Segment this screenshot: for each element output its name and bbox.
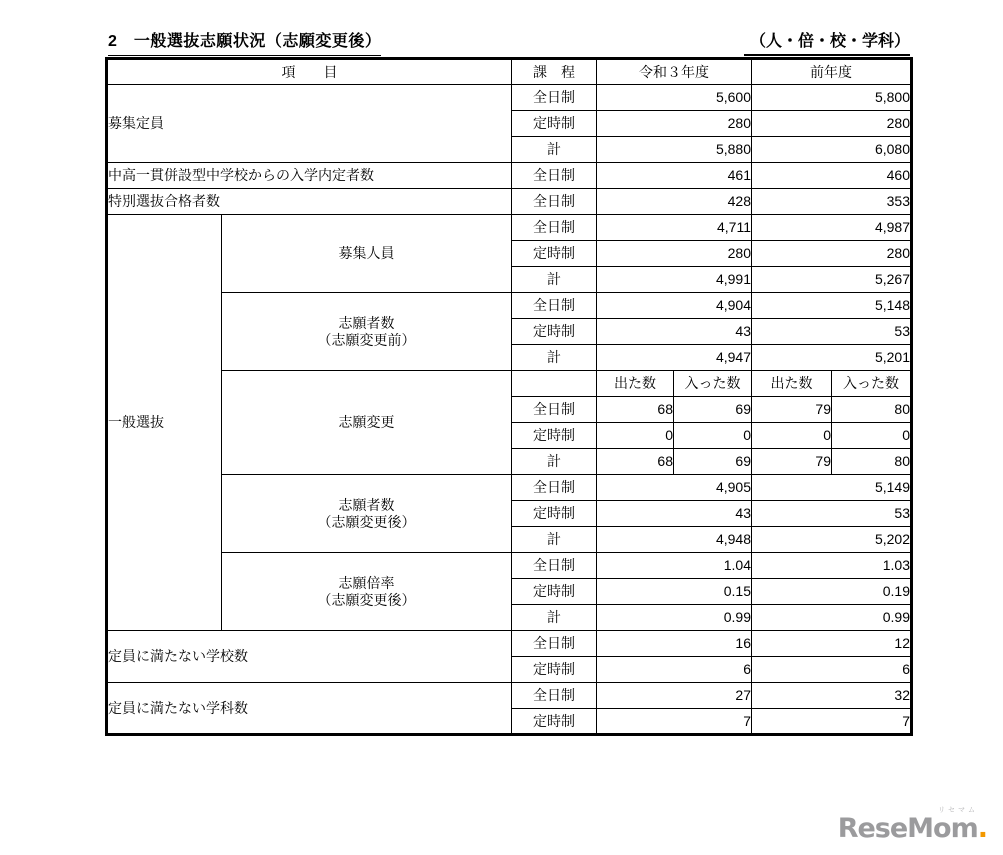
table-row: [107, 293, 912, 319]
change-header-out-previous: 出た数: [752, 371, 832, 397]
change-header-in-current: 入った数: [674, 371, 752, 397]
course-cell: 計: [512, 605, 597, 631]
course-cell: 定時制: [512, 241, 597, 267]
value-current: 6: [597, 657, 752, 683]
value-current: 461: [597, 163, 752, 189]
value-previous: 5,149: [752, 475, 912, 501]
group-label-recruitment-capacity: 募集定員: [107, 85, 512, 163]
header-previous-year: 前年度: [752, 59, 912, 85]
course-cell: 計: [512, 527, 597, 553]
value-current: 0.15: [597, 579, 752, 605]
value-current: 280: [597, 241, 752, 267]
change-header-in-previous: 入った数: [832, 371, 912, 397]
course-cell: 全日制: [512, 189, 597, 215]
value-current: 0.99: [597, 605, 752, 631]
value-current: 4,905: [597, 475, 752, 501]
value-current: 4,948: [597, 527, 752, 553]
value-current-out: 68: [597, 449, 674, 475]
value-current: 1.04: [597, 553, 752, 579]
subgroup-label-recruitment-numbers: 募集人員: [222, 215, 512, 293]
change-header-out-current: 出た数: [597, 371, 674, 397]
table-row: [107, 553, 912, 579]
value-current: 7: [597, 709, 752, 735]
value-current: 428: [597, 189, 752, 215]
subgroup-label-applicants-before-change: [222, 293, 512, 371]
value-previous-out: 79: [752, 449, 832, 475]
subgroup-label-line2: （志願変更前）: [317, 331, 416, 348]
course-cell: 全日制: [512, 553, 597, 579]
course-cell: 全日制: [512, 397, 597, 423]
course-cell: 計: [512, 267, 597, 293]
subgroup-label-line1: 志願者数: [338, 314, 395, 331]
value-current: 16: [597, 631, 752, 657]
subgroup-label-applicants-after-change: [222, 475, 512, 553]
value-previous: 5,148: [752, 293, 912, 319]
value-previous: 5,202: [752, 527, 912, 553]
application-status-table: [105, 57, 913, 736]
value-previous: 32: [752, 683, 912, 709]
subgroup-label-line2: （志願変更後）: [317, 591, 416, 608]
group-label-schools-under-capacity: 定員に満たない学校数: [107, 631, 512, 683]
course-cell: 定時制: [512, 709, 597, 735]
course-cell: 定時制: [512, 319, 597, 345]
header-current-year: 令和３年度: [597, 59, 752, 85]
resemom-logo-ruby: リセマム: [938, 807, 978, 814]
value-previous: 53: [752, 319, 912, 345]
value-previous-out: 79: [752, 397, 832, 423]
value-previous: 1.03: [752, 553, 912, 579]
course-cell: 計: [512, 345, 597, 371]
value-current: 4,991: [597, 267, 752, 293]
course-cell: 計: [512, 449, 597, 475]
course-cell: 全日制: [512, 631, 597, 657]
value-previous: 5,267: [752, 267, 912, 293]
group-label-affiliated-jhs-admissions: 中高一貫併設型中学校からの入学内定者数: [107, 163, 512, 189]
header-item: 項 目: [107, 59, 512, 85]
unit-note: （人・倍・校・学科）: [744, 28, 910, 56]
table-row: [107, 631, 912, 657]
table-header-row: [107, 59, 912, 85]
course-cell: 計: [512, 137, 597, 163]
subgroup-label-application-change: 志願変更: [222, 371, 512, 475]
group-label-departments-under-capacity: 定員に満たない学科数: [107, 683, 512, 735]
value-previous: 460: [752, 163, 912, 189]
course-cell: 定時制: [512, 111, 597, 137]
page-title: 2 一般選抜志願状況（志願変更後）: [108, 28, 381, 56]
value-current: 43: [597, 501, 752, 527]
course-cell: 全日制: [512, 85, 597, 111]
value-previous: 5,201: [752, 345, 912, 371]
value-previous: 4,987: [752, 215, 912, 241]
table-row: [107, 163, 912, 189]
value-previous: 353: [752, 189, 912, 215]
value-previous: 0.19: [752, 579, 912, 605]
course-cell: 全日制: [512, 163, 597, 189]
resemom-logo: [838, 807, 988, 842]
value-current: 280: [597, 111, 752, 137]
resemom-logo-dot: .: [977, 813, 988, 844]
subgroup-label-application-ratio: [222, 553, 512, 631]
value-current: 27: [597, 683, 752, 709]
course-cell-empty: [512, 371, 597, 397]
value-previous: 280: [752, 241, 912, 267]
value-previous: 6: [752, 657, 912, 683]
course-cell: 全日制: [512, 293, 597, 319]
value-current: 5,880: [597, 137, 752, 163]
value-previous-in: 80: [832, 397, 912, 423]
value-current: 43: [597, 319, 752, 345]
table-row: [107, 85, 912, 111]
resemom-logo-text: ReseMom: [837, 813, 978, 844]
course-cell: 全日制: [512, 215, 597, 241]
value-previous: 0.99: [752, 605, 912, 631]
course-cell: 全日制: [512, 683, 597, 709]
table-row: [107, 189, 912, 215]
course-cell: 全日制: [512, 475, 597, 501]
value-current: 4,711: [597, 215, 752, 241]
course-cell: 定時制: [512, 579, 597, 605]
value-current-out: 68: [597, 397, 674, 423]
subgroup-label-line1: 志願者数: [338, 496, 395, 513]
subgroup-label-line2: （志願変更後）: [317, 513, 416, 530]
value-current: 5,600: [597, 85, 752, 111]
value-previous: 7: [752, 709, 912, 735]
value-current-in: 69: [674, 449, 752, 475]
value-current: 4,947: [597, 345, 752, 371]
table-row: [107, 371, 912, 397]
value-previous-in: 0: [832, 423, 912, 449]
group-label-special-selection-passers: 特別選抜合格者数: [107, 189, 512, 215]
value-current: 4,904: [597, 293, 752, 319]
value-previous: 6,080: [752, 137, 912, 163]
subgroup-label-line1: 志願倍率: [338, 574, 395, 591]
value-current-in: 0: [674, 423, 752, 449]
value-current-out: 0: [597, 423, 674, 449]
table-row: [107, 215, 912, 241]
course-cell: 定時制: [512, 423, 597, 449]
table-row: [107, 475, 912, 501]
course-cell: 定時制: [512, 657, 597, 683]
table-row: [107, 683, 912, 709]
value-previous: 5,800: [752, 85, 912, 111]
value-previous: 280: [752, 111, 912, 137]
value-previous: 12: [752, 631, 912, 657]
header-course: 課 程: [512, 59, 597, 85]
value-previous: 53: [752, 501, 912, 527]
value-previous-in: 80: [832, 449, 912, 475]
group-label-general-selection: 一般選抜: [107, 215, 222, 631]
course-cell: 定時制: [512, 501, 597, 527]
value-current-in: 69: [674, 397, 752, 423]
value-previous-out: 0: [752, 423, 832, 449]
